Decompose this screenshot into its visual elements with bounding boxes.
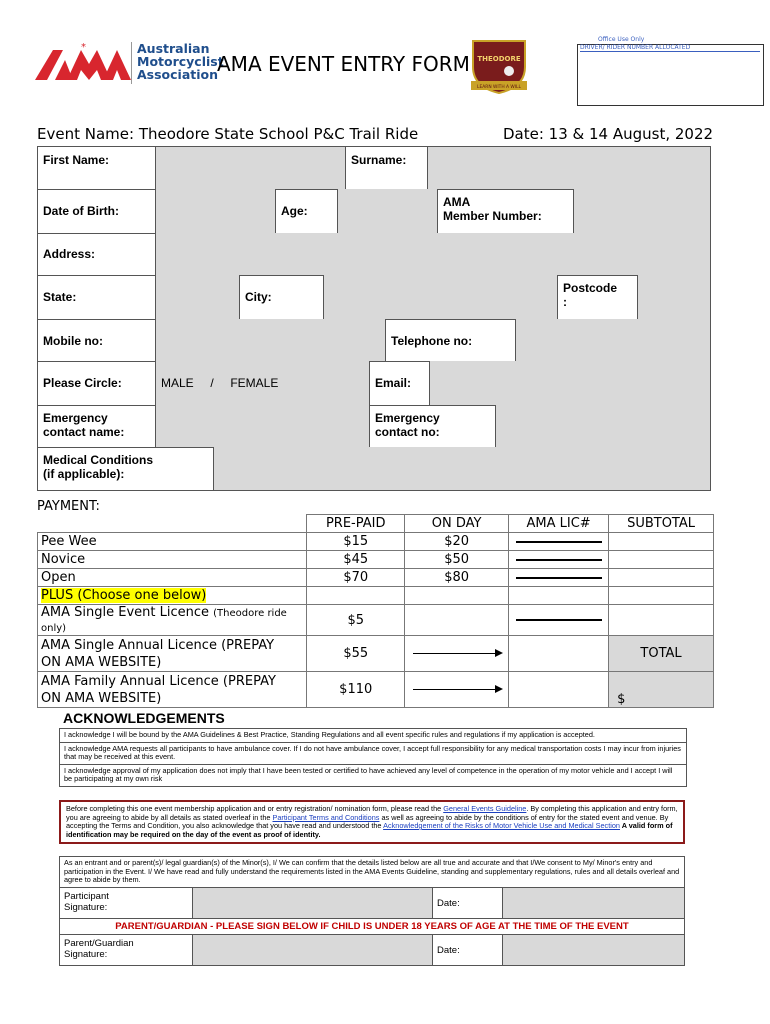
risks-acknowledgement-link[interactable]: Acknowledgement of the Risks of Motor Vehicle Use and Medical Section: [383, 821, 620, 830]
open-label: Open: [38, 569, 307, 587]
novice-label: Novice: [38, 551, 307, 569]
emergency-no-label: [370, 405, 496, 447]
logo-line-2: Motorcyclist: [137, 54, 224, 69]
logo-line-1: Australian: [137, 41, 210, 56]
event-name: Event Name: Theodore State School P&C Trail Ride: [37, 125, 419, 143]
emergency-name-label: [38, 405, 156, 447]
annual-arrow: [405, 636, 509, 672]
peewee-day: $20: [405, 533, 509, 551]
header-pre-paid: PRE-PAID: [307, 515, 405, 533]
declaration-text: As an entrant and or parent(s)/ legal guardian(s) of the Minor(s), I/ We can confirm that the details listed below are all true and accurate and that I/We consent to My/ Minor's entry and participation in the Event. I/ We have read and fully understand the requirements listed in the AMA Events Guideline, standing and supplementary regulations, rules and all details overleaf and agree to abide by them.: [60, 857, 684, 888]
header-on-day: ON DAY: [405, 515, 509, 533]
medical-label-1: Medical Conditions: [43, 453, 154, 467]
age-input[interactable]: [338, 189, 438, 233]
total-amount[interactable]: $: [609, 672, 714, 708]
peewee-label: Pee Wee: [38, 533, 307, 551]
parent-date-input[interactable]: [503, 935, 684, 965]
mobile-input[interactable]: [156, 319, 386, 361]
parent-signature-label: Parent/Guardian Signature:: [60, 935, 193, 965]
annual-label-2: ON AMA WEBSITE): [41, 654, 162, 670]
single-event-note: (Theodore ride only): [41, 608, 287, 634]
emergency-no-input[interactable]: [496, 405, 710, 447]
city-input[interactable]: [324, 275, 558, 319]
age-label: Age:: [276, 189, 338, 233]
city-label: City:: [240, 275, 324, 319]
participant-signature-label: Participant Signature:: [60, 888, 193, 918]
emergency-name-label-2: contact name:: [43, 425, 125, 439]
logo-line-3: Association: [137, 67, 219, 82]
medical-label: [38, 447, 214, 490]
total-label: TOTAL: [609, 636, 714, 672]
logo-text: [137, 42, 224, 81]
please-circle-label: Please Circle:: [38, 361, 156, 405]
arrow-right-icon: [413, 689, 501, 690]
table-row: [38, 587, 714, 605]
state-label: State:: [38, 275, 156, 319]
postcode-label-1: Postcode: [563, 281, 618, 295]
event-date: Date: 13 & 14 August, 2022: [503, 125, 714, 143]
school-badge: [467, 37, 531, 95]
ama-logo: [33, 42, 133, 84]
emergency-name-label-1: Emergency: [43, 411, 108, 425]
open-pre: $70: [307, 569, 405, 587]
first-name-label: First Name:: [38, 147, 156, 189]
ama-member-label-1: AMA: [443, 195, 471, 209]
emergency-no-label-1: Emergency: [375, 411, 440, 425]
telephone-label: Telephone no:: [386, 319, 516, 361]
ack-item-3: I acknowledge approval of my application does not imply that I have been tested or certified to have achieved any level of competence in the operation of my motor vehicle and I accept I will be participating at my own risk: [64, 765, 673, 783]
single-event-label: AMA Single Event Licence: [41, 605, 209, 620]
acknowledgements-title: ACKNOWLEDGEMENTS: [63, 710, 225, 726]
address-label: Address:: [38, 233, 156, 275]
header-subtotal: SUBTOTAL: [609, 515, 714, 533]
postcode-input[interactable]: [638, 275, 710, 319]
medical-input[interactable]: [214, 447, 710, 490]
participant-terms-link[interactable]: Participant Terms and Conditions: [272, 812, 380, 822]
open-day: $80: [405, 569, 509, 587]
dob-input[interactable]: [156, 189, 276, 233]
table-row: [38, 636, 714, 672]
novice-day: $50: [405, 551, 509, 569]
participant-date-label: Date:: [433, 888, 503, 918]
office-use-field: DRIVER/ RIDER NUMBER ALLOCATED: [580, 44, 760, 52]
arrow-right-icon: [413, 653, 501, 654]
header-ama-lic: AMA LIC#: [509, 515, 609, 533]
family-label-2: ON AMA WEBSITE): [41, 690, 162, 706]
badge-text: THEODORE: [477, 55, 521, 63]
emergency-no-label-2: contact no:: [375, 425, 440, 439]
signature-section: [59, 856, 685, 966]
mobile-label: Mobile no:: [38, 319, 156, 361]
office-use-label: Office Use Only: [598, 36, 645, 43]
table-row: [38, 551, 714, 569]
table-row: [38, 569, 714, 587]
participant-date-input[interactable]: [503, 888, 684, 918]
state-input[interactable]: [156, 275, 240, 319]
guideline-notice: Before completing this one event membership application and or entry registration/ nomination form, please read the General Events Guideline. By completing this application and entry form, you are agreeing to abide by all details as stated overleaf in the Participant Terms and Conditions as well as agreeing to abide by the conditions of entry for the stated event and venue. By accepting the Terms and Condition, you also acknowledge that you have read and understood the Acknowledgement of the Risks of Motor Vehicle Use and Medical Section A valid form of identification may be required on the day of the event as proof of identity.: [59, 800, 685, 844]
annual-price: $55: [307, 636, 405, 672]
postcode-label: [558, 275, 638, 319]
surname-label: Surname:: [346, 147, 428, 189]
ama-member-label: [438, 189, 574, 233]
peewee-pre: $15: [307, 533, 405, 551]
office-use-box: [577, 44, 764, 106]
participant-signature-input[interactable]: [193, 888, 433, 918]
svg-text:*: *: [81, 42, 86, 53]
annual-label-1: AMA Single Annual Licence (PREPAY: [41, 637, 275, 653]
medical-label-2: (if applicable):: [43, 467, 125, 481]
telephone-input[interactable]: [516, 319, 710, 361]
emergency-name-input[interactable]: [156, 405, 370, 447]
acknowledgements-box: [59, 728, 687, 787]
address-input[interactable]: [156, 233, 710, 275]
dob-label: Date of Birth:: [38, 189, 156, 233]
table-row: [38, 605, 714, 636]
single-event-subtotal[interactable]: [609, 605, 714, 636]
single-event-lic[interactable]: [509, 605, 609, 636]
payment-label: PAYMENT:: [37, 499, 100, 514]
ama-member-input[interactable]: [574, 189, 710, 233]
family-label-1: AMA Family Annual Licence (PREPAY: [41, 673, 276, 689]
first-name-input[interactable]: [156, 147, 346, 189]
general-events-guideline-link[interactable]: General Events Guideline: [443, 804, 527, 813]
table-row: [38, 672, 714, 708]
badge-motto: LEARN WITH A WILL: [477, 85, 521, 90]
single-event-price: $5: [307, 605, 405, 636]
postcode-label-2: :: [563, 295, 567, 309]
family-arrow: [405, 672, 509, 708]
open-lic[interactable]: [509, 569, 609, 587]
ama-member-label-2: Member Number:: [443, 209, 542, 223]
parent-signature-input[interactable]: [193, 935, 433, 965]
open-subtotal[interactable]: [609, 569, 714, 587]
gender-options[interactable]: MALE / FEMALE: [156, 361, 370, 405]
parent-warning: PARENT/GUARDIAN - PLEASE SIGN BELOW IF CHILD IS UNDER 18 YEARS OF AGE AT THE TIME OF THE EVENT: [60, 919, 684, 935]
novice-lic[interactable]: [509, 551, 609, 569]
novice-subtotal[interactable]: [609, 551, 714, 569]
ack-item-2: I acknowledge AMA requests all participants to have ambulance cover. If I do not have ambulance cover, I accept full responsibility for any medical transportation costs I may incur from injuries that may be received at this event.: [60, 743, 686, 765]
ack-item-1: I acknowledge I will be bound by the AMA Guidelines & Best Practice, Standing Regulations and all event specific rules and regulations if my application is accepted.: [60, 729, 686, 743]
plus-label: PLUS (Choose one below): [41, 588, 207, 603]
peewee-subtotal[interactable]: [609, 533, 714, 551]
email-input[interactable]: [430, 361, 710, 405]
personal-details-form: [37, 146, 711, 491]
form-title: AMA EVENT ENTRY FORM: [217, 52, 470, 76]
payment-table: [37, 514, 714, 708]
email-label: Email:: [370, 361, 430, 405]
novice-pre: $45: [307, 551, 405, 569]
table-row: [38, 533, 714, 551]
logo-divider: [131, 42, 132, 84]
family-price: $110: [307, 672, 405, 708]
peewee-lic[interactable]: [509, 533, 609, 551]
parent-date-label: Date:: [433, 935, 503, 965]
surname-input[interactable]: [428, 147, 710, 189]
